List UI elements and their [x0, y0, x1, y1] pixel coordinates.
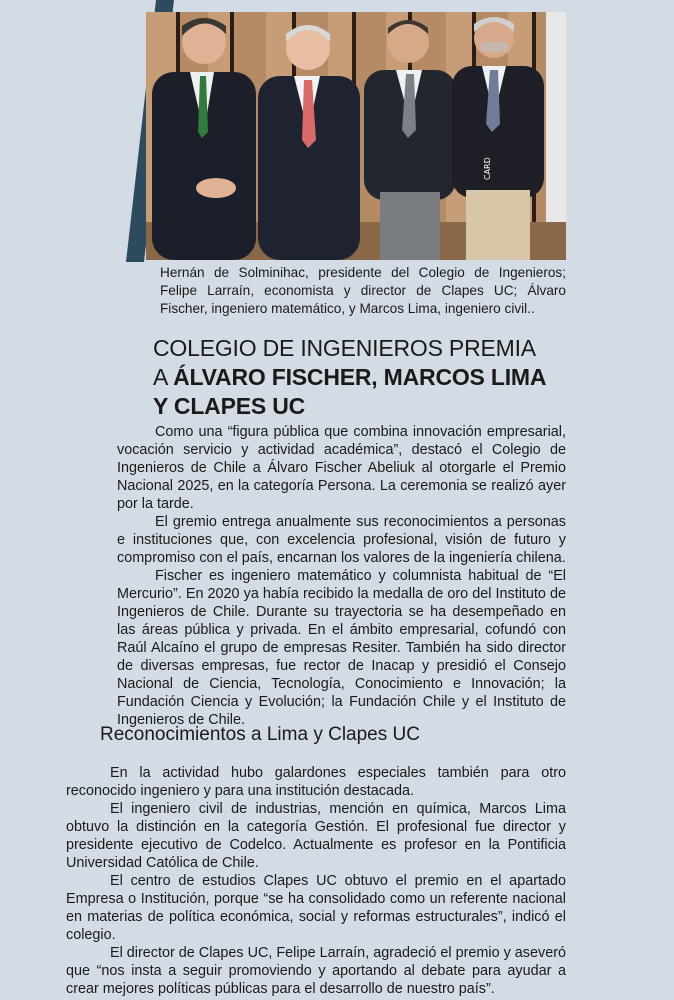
headline-line-1: COLEGIO DE INGENIEROS PREMIA: [153, 335, 536, 361]
paragraph: El director de Clapes UC, Felipe Larraín, agradeció el premio y aseveró que “nos insta a seguir promoviendo y aportando al debate para ayudar a crear mejores políticas públicas para el desarrollo de nuestro país”.: [66, 945, 566, 997]
headline-line-3: Y CLAPES UC: [153, 393, 306, 419]
headline: [153, 334, 573, 421]
photo-credit: CARD: [483, 157, 492, 180]
article-body-2: [66, 764, 566, 998]
photo-caption: Hernán de Solminihac, presidente del Colegio de Ingenieros; Felipe Larraín, economista y director de Clapes UC; Álvaro Fischer, ingeniero matemático, y Marcos Lima, ingeniero civil..: [160, 265, 566, 316]
paragraph: Como una “figura pública que combina innovación empresarial, vocación servicio y actividad académica”, destacó el Colegio de Ingenieros de Chile a Álvaro Fischer Abeliuk al otorgarle el Premio Nacional 2025, en la categoría Persona. La ceremonia se realizó ayer por la tarde.: [117, 424, 566, 512]
group-photo: [146, 12, 566, 260]
section-subheading: Reconocimientos a Lima y Clapes UC: [100, 724, 420, 745]
headline-line-2: A ÁLVARO FISCHER, MARCOS LIMA: [153, 364, 547, 390]
paragraph: Fischer es ingeniero matemático y columnista habitual de “El Mercurio”. En 2020 ya había recibido la medalla de oro del Instituto de Ingenieros de Chile. Durante su trayectoria se ha desempeñado en las áreas pública y privada. En el ámbito empresarial, cofundó con Raúl Alcaíno el grupo de empresas Resiter. También ha sido director de diversas empresas, fue rector de Inacap y presidió el Consejo Nacional de Ciencia, Tecnología, Conocimiento e Innovación; la Fundación Ciencia y Evolución; la Fundación Chile y el Instituto de Ingenieros de Chile.: [117, 568, 566, 728]
paragraph: El centro de estudios Clapes UC obtuvo el premio en el apartado Empresa o Institución, porque “se ha consolidado como un referente nacional en materias de política económica, social y reformas estructurales”, indicó el colegio.: [66, 873, 566, 943]
paragraph: El gremio entrega anualmente sus reconocimientos a personas e instituciones que, con excelencia profesional, visión de futuro y compromiso con el país, encarnan los valores de la ingeniería chilena.: [117, 514, 566, 566]
article-body: [117, 423, 566, 729]
paragraph: En la actividad hubo galardones especiales también para otro reconocido ingeniero y para una institución destacada.: [66, 765, 566, 799]
paragraph: El ingeniero civil de industrias, mención en química, Marcos Lima obtuvo la distinción en la categoría Gestión. El profesional fue director y presidente ejecutivo de Codelco. Actualmente es profesor en la Pontificia Universidad Católica de Chile.: [66, 801, 566, 871]
